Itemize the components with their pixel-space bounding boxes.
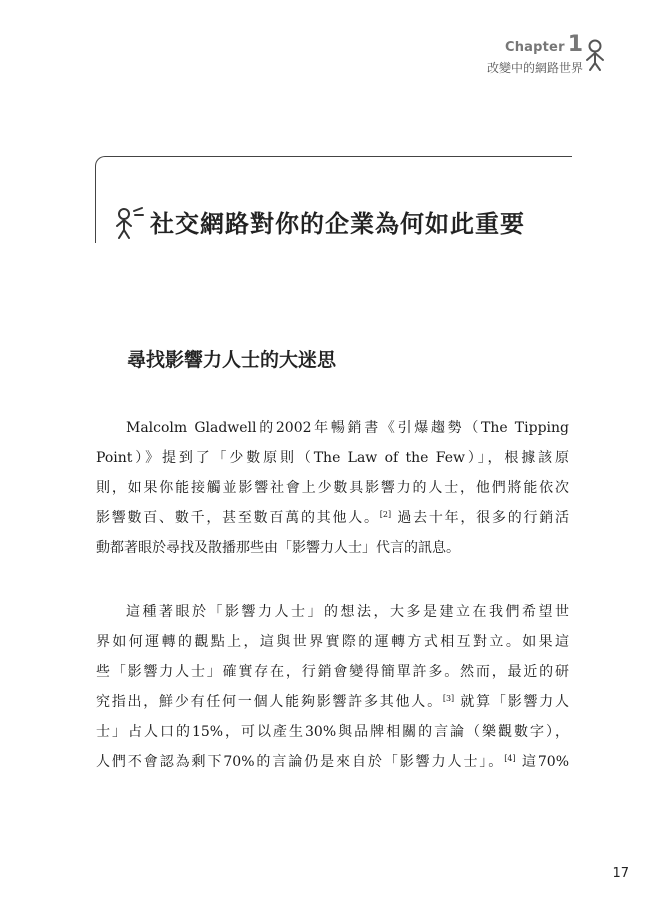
chapter-title: 改變中的網路世界 [486,61,583,75]
text-line: 動都著眼於尋找及散播那些由「影響力人士」代言的訊息。 [96,540,460,556]
text-line: 些「影響力人士」確實存在，行銷會變得簡單許多。然而，最近的研 [96,664,569,680]
footnote-ref: [2] [379,510,392,519]
subheading: 尋找影響力人士的大迷思 [127,349,337,371]
text-line: Point）》提到了「少數原則（The Law of the Few）」，根據該原 [96,450,569,466]
text-line: 這種著眼於「影響力人士」的想法，大多是建立在我們希望世 [126,604,569,620]
text-line: 界如何運轉的觀點上，這與世界實際的運轉方式相互對立。如果這 [96,634,569,650]
text-line: 影響數百、數千，甚至數百萬的其他人。[2] 過去十年，很多的行銷活 [96,510,569,526]
text-line: 究指出，鮮少有任何一個人能夠影響許多其他人。[3] 就算「影響力人 [96,694,569,710]
chapter-label [487,34,583,56]
text-line: Malcolm Gladwell的2002年暢銷書《引爆趨勢（The Tipping [126,420,569,436]
text-line: 士」占人口的15%，可以產生30%與品牌相關的言論（樂觀數字）， [96,724,569,740]
chapter-word: Chapter [504,40,565,55]
person-speaking-icon [112,206,146,242]
section-title: 社交網路對你的企業為何如此重要 [150,210,525,238]
paragraph-2 [96,597,569,777]
person-icon [583,38,607,72]
chapter-number: 1 [567,32,583,57]
paragraph-1 [96,413,569,563]
text-line: 則，如果你能接觸並影響社會上少數具影響力的人士，他們將能依次 [96,480,569,496]
page-number: 17 [612,866,629,881]
text-line: 人們不會認為剩下70%的言論仍是來自於「影響力人士」。[4] 這70% [96,754,569,770]
footnote-ref: [3] [442,694,455,703]
chapter-header [487,34,583,76]
footnote-ref: [4] [504,754,516,763]
